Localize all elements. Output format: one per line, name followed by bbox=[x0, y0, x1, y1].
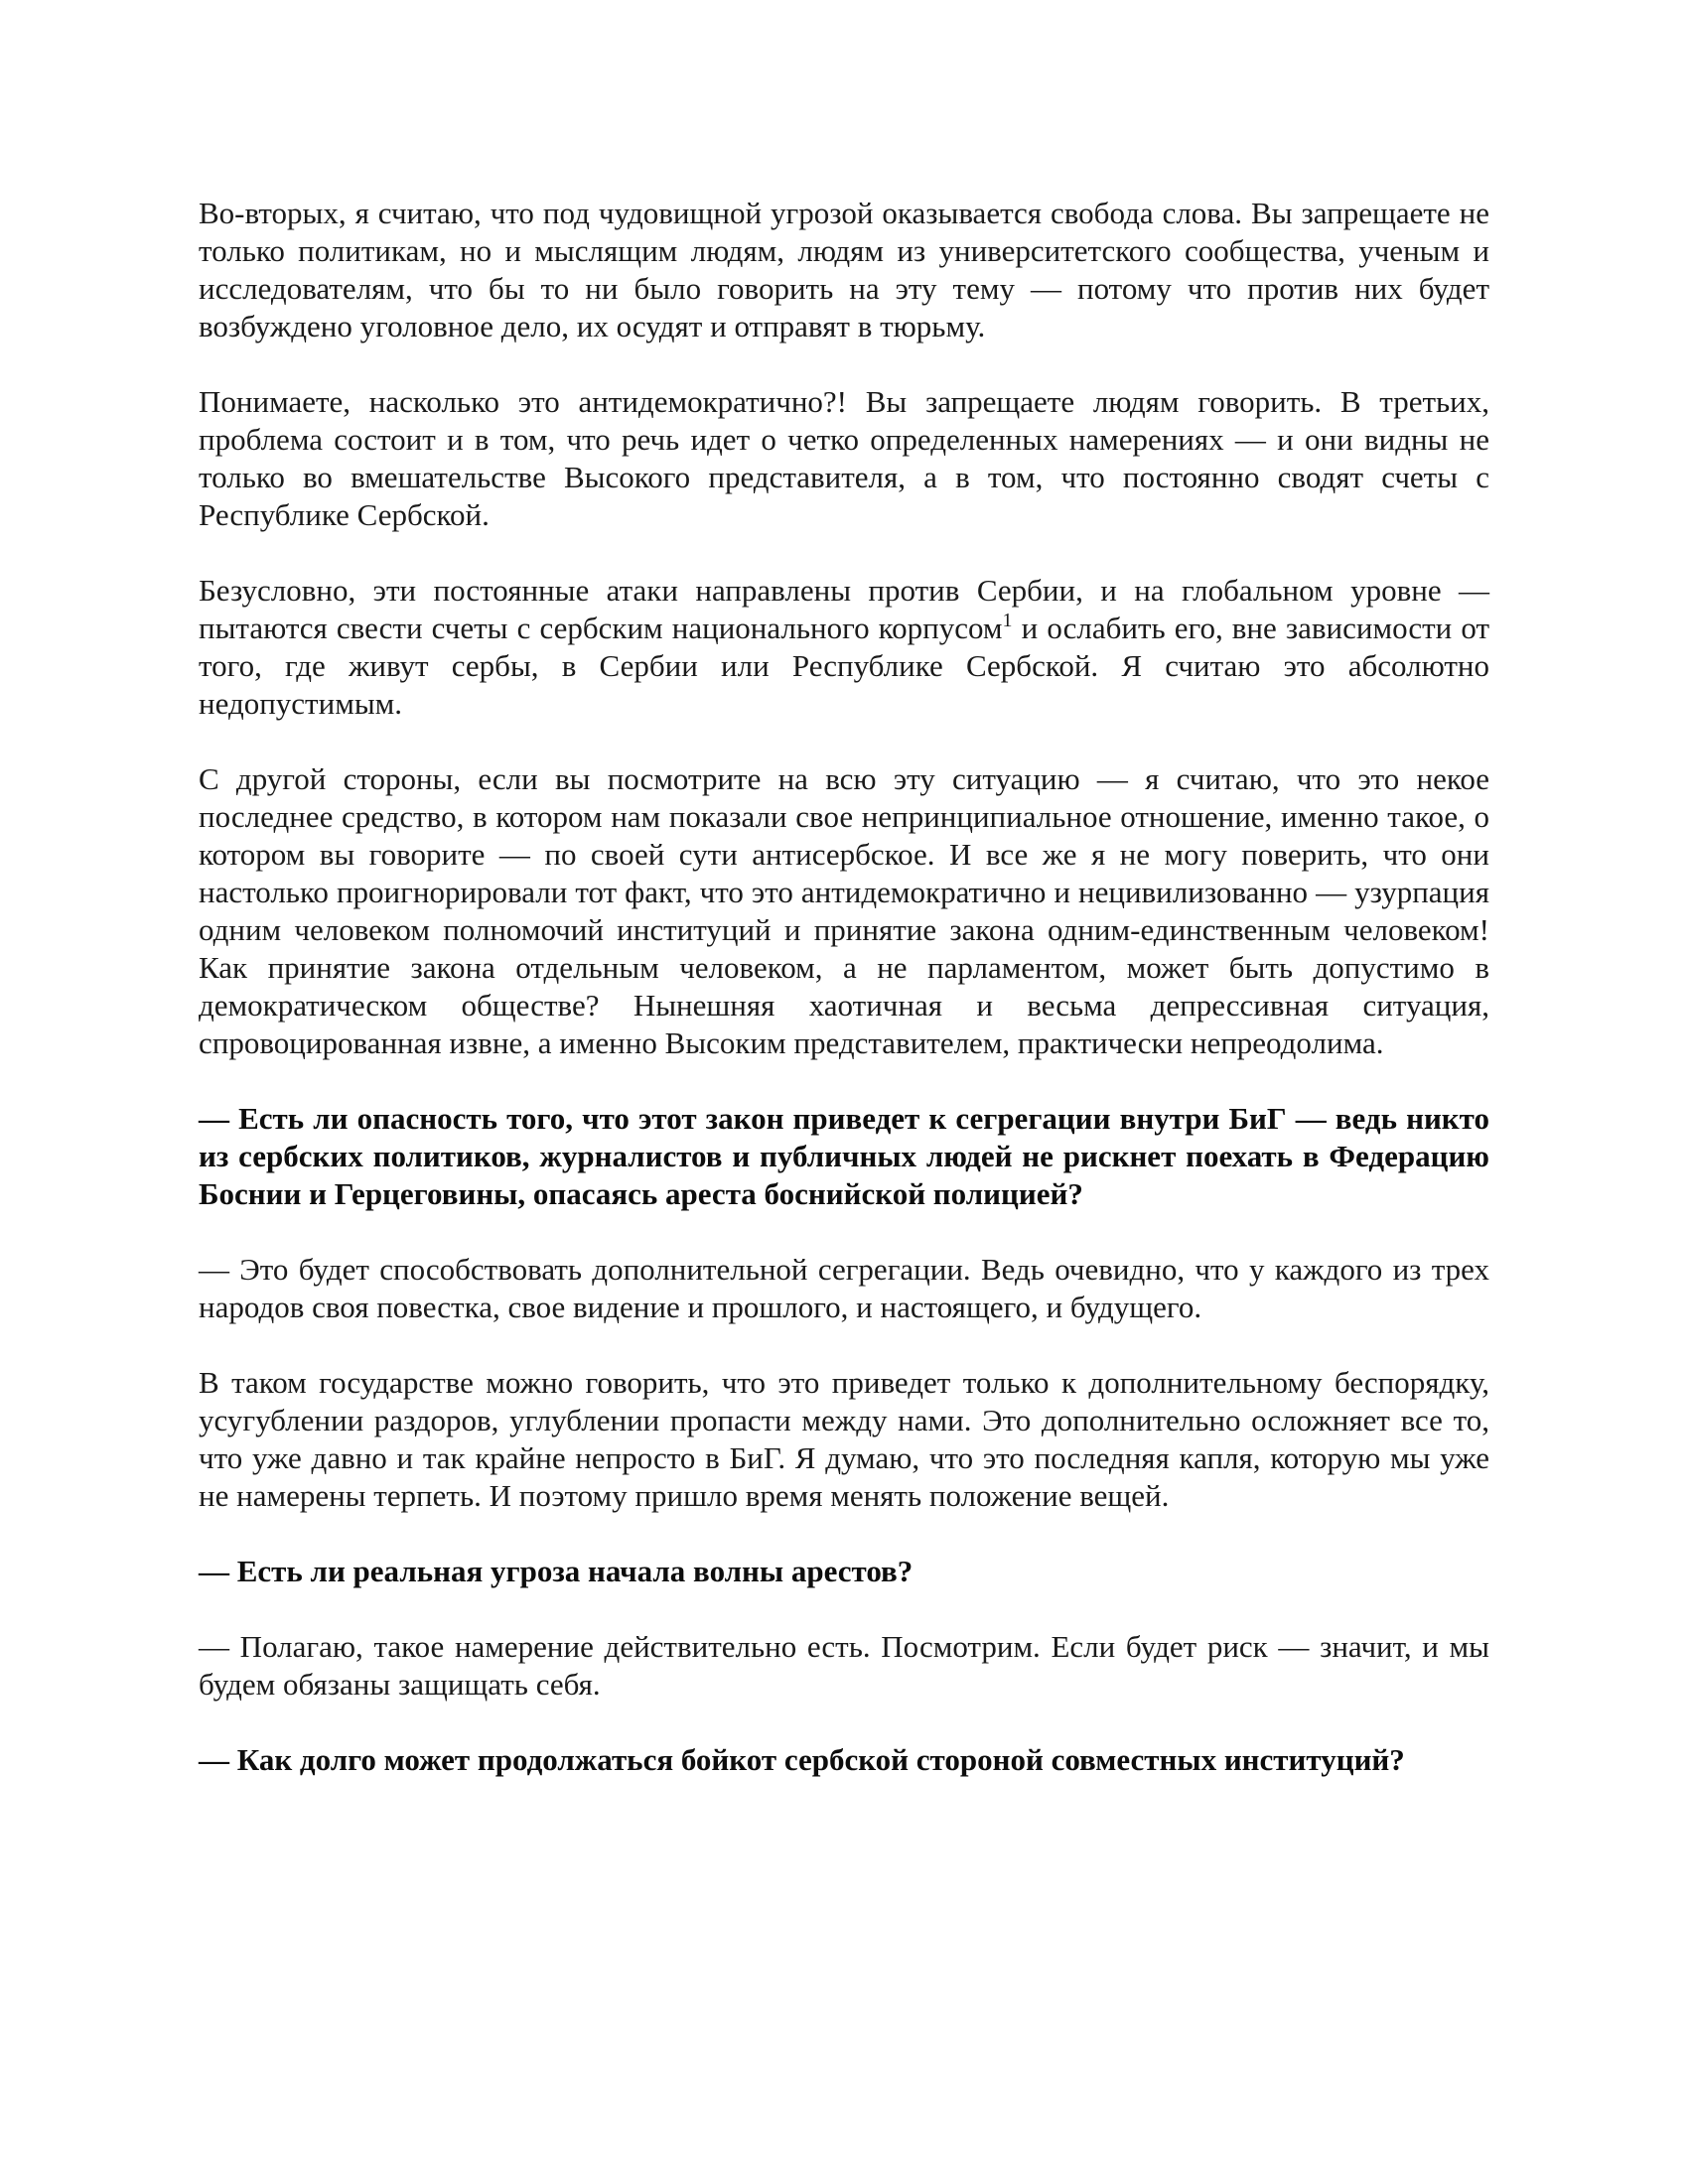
answer-arrests: — Полагаю, такое намерение действительно есть. Посмотрим. Если будет риск — значит, и мы будем обязаны защищать себя. bbox=[199, 1629, 1489, 1702]
paragraph-last-resort: С другой стороны, если вы посмотрите на всю эту ситуацию — я считаю, что это некое последнее средство, в котором нам показали свое непринципиальное отношение, именно такое, о котором вы говорите — по своей сути антисербское. И все же я не могу поверить, что они настолько проигнорировали тот факт, что это антидемократично и нецивилизованно — узурпация одним человеком полномочий институций и принятие закона одним-единственным человеком! Как принятие закона отдельным человеком, а не парламентом, может быть допустимо в демократическом обществе? Нынешняя хаотичная и весьма депрессивная ситуация, спровоцированная извне, а именно Высоким представителем, практически непреодолима. bbox=[199, 761, 1489, 1060]
footnote-marker: 1 bbox=[1002, 610, 1013, 631]
paragraph-free-speech: Во-вторых, я считаю, что под чудовищной угрозой оказывается свобода слова. Вы запрещаете не только политикам, но и мыслящим людям, людям из университетского сообщества, ученым и исследователям, что бы то ни было говорить на эту тему — потому что против них будет возбуждено уголовное дело, их осудят и отправят в тюрьму. bbox=[199, 196, 1489, 343]
question-segregation: — Есть ли опасность того, что этот закон приведет к сегрегации внутри БиГ — ведь никто из сербских политиков, журналистов и публичных людей не рискнет поехать в Федерацию Боснии и Герцеговины, опасаясь ареста боснийской полицией? bbox=[199, 1101, 1489, 1211]
paragraph-disorder: В таком государстве можно говорить, что это приведет только к дополнительному беспорядку, усугублении раздоров, углублении пропасти между нами. Это дополнительно осложняет все то, что уже давно и так крайне непросто в БиГ. Я думаю, что это последняя капля, которую мы уже не намерены терпеть. И поэтому пришло время менять положение вещей. bbox=[199, 1365, 1489, 1513]
paragraph-antidemocratic: Понимаете, насколько это антидемократично?! Вы запрещаете людям говорить. В третьих, проблема состоит и в том, что речь идет о четко определенных намерениях — и они видны не только во вмешательстве Высокого представителя, а в том, что постоянно сводят счеты с Республике Сербской. bbox=[199, 384, 1489, 532]
question-arrests: — Есть ли реальная угроза начала волны арестов? bbox=[199, 1554, 914, 1588]
answer-segregation: — Это будет способствовать дополнительной сегрегации. Ведь очевидно, что у каждого из трех народов своя повестка, свое видение и прошлого, и настоящего, и будущего. bbox=[199, 1252, 1489, 1324]
document-body bbox=[199, 195, 1489, 1817]
question-boycott: — Как долго может продолжаться бойкот сербской стороной совместных институций? bbox=[199, 1742, 1405, 1777]
paragraph-attacks-on-serbia bbox=[199, 572, 1489, 723]
paragraph-text-before-footnote: Безусловно, эти постоянные атаки направлены против Сербии, и на глобальном уровне — пытаются свести счеты с сербским национального корпусом bbox=[199, 573, 1489, 645]
paragraph-text-after-footnote: и ослабить его, вне зависимости от того, где живут сербы, в Сербии или Республике Сербской. Я считаю это абсолютно недопустимым. bbox=[199, 611, 1489, 721]
